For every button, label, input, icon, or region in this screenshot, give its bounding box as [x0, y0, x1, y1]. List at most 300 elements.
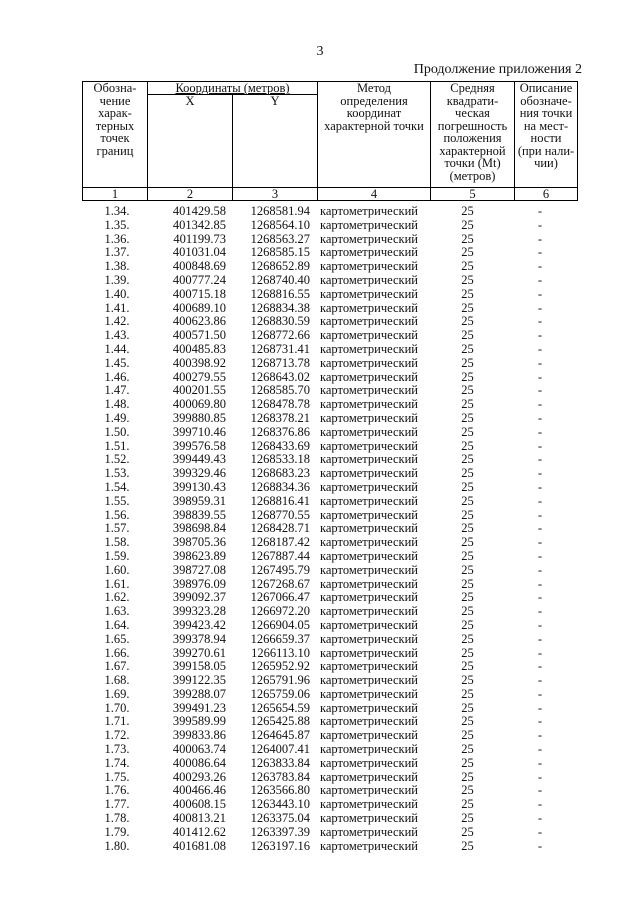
- table-row: [82, 260, 571, 274]
- table-row: [82, 509, 571, 523]
- cell-precision: 25: [461, 700, 474, 715]
- table-row: [82, 660, 571, 674]
- cell-coord-y: 1268376.86: [250, 424, 310, 439]
- cell-precision: 25: [461, 797, 474, 812]
- cell-coord-y: 1268643.02: [250, 369, 310, 384]
- cell-point-id: 1.72.: [104, 728, 130, 743]
- cell-coord-y: 1268830.59: [250, 314, 310, 329]
- cell-precision: 25: [461, 783, 474, 798]
- cell-coord-x: 400063.74: [172, 742, 226, 757]
- cell-method: картометрический: [320, 259, 418, 274]
- cell-method: картометрический: [320, 383, 418, 398]
- table-row: [82, 274, 571, 288]
- cell-coord-x: 401681.08: [172, 838, 226, 853]
- cell-coord-x: 399270.61: [172, 645, 226, 660]
- table-row: [82, 564, 571, 578]
- cell-method: картометрический: [320, 507, 418, 522]
- cell-precision: 25: [461, 328, 474, 343]
- cell-point-id: 1.60.: [104, 562, 130, 577]
- cell-point-id: 1.73.: [104, 742, 130, 757]
- cell-coord-y: 1268378.21: [250, 410, 310, 425]
- cell-point-id: 1.78.: [104, 811, 130, 826]
- cell-coord-x: 400398.92: [172, 355, 226, 370]
- cell-method: картометрический: [320, 300, 418, 315]
- cell-point-id: 1.40.: [104, 286, 130, 301]
- table-row: [82, 398, 571, 412]
- cell-coord-y: 1267495.79: [250, 562, 310, 577]
- table-row: [82, 674, 571, 688]
- cell-coord-y: 1263783.84: [250, 769, 310, 784]
- cell-point-id: 1.59.: [104, 548, 130, 563]
- table-row: [82, 743, 571, 757]
- cell-description: -: [537, 673, 543, 688]
- cell-precision: 25: [461, 714, 474, 729]
- table-row: [82, 343, 571, 357]
- cell-coord-y: 1268731.41: [250, 341, 310, 356]
- cell-point-id: 1.65.: [104, 631, 130, 646]
- cell-coord-x: 399092.37: [172, 590, 226, 605]
- cell-precision: 25: [461, 424, 474, 439]
- table-body: [82, 205, 571, 853]
- cell-precision: 25: [461, 769, 474, 784]
- cell-method: картометрический: [320, 521, 418, 536]
- table-row: [82, 647, 571, 661]
- cell-coord-y: 1263397.39: [250, 824, 310, 839]
- cell-coord-x: 401412.62: [172, 824, 226, 839]
- cell-method: картометрический: [320, 314, 418, 329]
- cell-method: картометрический: [320, 604, 418, 619]
- cell-description: -: [537, 604, 543, 619]
- cell-coord-y: 1263833.84: [250, 755, 310, 770]
- cell-coord-x: 401031.04: [172, 245, 226, 260]
- cell-description: -: [537, 797, 543, 812]
- cell-coord-x: 400689.10: [172, 300, 226, 315]
- cell-point-id: 1.34.: [104, 204, 130, 218]
- cell-description: -: [537, 686, 543, 701]
- cell-coord-y: 1268478.78: [250, 397, 310, 412]
- table-row: [82, 605, 571, 619]
- cell-coord-x: 400848.69: [172, 259, 226, 274]
- cell-point-id: 1.38.: [104, 259, 130, 274]
- cell-coord-y: 1268187.42: [250, 535, 310, 550]
- cell-coord-y: 1263443.10: [250, 797, 310, 812]
- cell-description: -: [537, 811, 543, 826]
- column-number-2: 2: [148, 188, 233, 201]
- cell-precision: 25: [461, 659, 474, 674]
- cell-point-id: 1.71.: [104, 714, 130, 729]
- cell-method: картометрический: [320, 548, 418, 563]
- table-row: [82, 481, 571, 495]
- cell-point-id: 1.68.: [104, 673, 130, 688]
- cell-point-id: 1.67.: [104, 659, 130, 674]
- cell-description: -: [537, 783, 543, 798]
- cell-description: -: [537, 452, 543, 467]
- cell-coord-x: 400608.15: [172, 797, 226, 812]
- cell-coord-x: 400201.55: [172, 383, 226, 398]
- cell-description: -: [537, 217, 543, 232]
- table-row: [82, 495, 571, 509]
- cell-method: картометрический: [320, 728, 418, 743]
- cell-method: картометрический: [320, 714, 418, 729]
- cell-method: картометрический: [320, 645, 418, 660]
- cell-precision: 25: [461, 217, 474, 232]
- cell-coord-y: 1268563.27: [250, 231, 310, 246]
- cell-coord-x: 400813.21: [172, 811, 226, 826]
- cell-coord-y: 1263197.16: [250, 838, 310, 853]
- cell-description: -: [537, 548, 543, 563]
- cell-coord-x: 400086.64: [172, 755, 226, 770]
- table-row: [82, 302, 571, 316]
- cell-coord-x: 399288.07: [172, 686, 226, 701]
- cell-point-id: 1.35.: [104, 217, 130, 232]
- cell-point-id: 1.50.: [104, 424, 130, 439]
- table-row: [82, 784, 571, 798]
- cell-method: картометрический: [320, 452, 418, 467]
- table-row: [82, 702, 571, 716]
- cell-precision: 25: [461, 410, 474, 425]
- cell-coord-y: 1263375.04: [250, 811, 310, 826]
- table-row: [82, 550, 571, 564]
- cell-description: -: [537, 590, 543, 605]
- cell-point-id: 1.52.: [104, 452, 130, 467]
- cell-description: -: [537, 645, 543, 660]
- cell-precision: 25: [461, 397, 474, 412]
- cell-coord-x: 399329.46: [172, 466, 226, 481]
- cell-description: -: [537, 245, 543, 260]
- cell-point-id: 1.76.: [104, 783, 130, 798]
- table-row: [82, 578, 571, 592]
- cell-description: -: [537, 576, 543, 591]
- table-row: [82, 591, 571, 605]
- cell-coord-x: 399833.86: [172, 728, 226, 743]
- table-row: [82, 826, 571, 840]
- cell-coord-y: 1268816.55: [250, 286, 310, 301]
- cell-method: картометрический: [320, 438, 418, 453]
- cell-coord-x: 398698.84: [172, 521, 226, 536]
- cell-method: картометрический: [320, 231, 418, 246]
- table-row: [82, 357, 571, 371]
- table-row: [82, 205, 571, 219]
- cell-description: -: [537, 410, 543, 425]
- cell-method: картометрический: [320, 479, 418, 494]
- table-row: [82, 619, 571, 633]
- table-row: [82, 522, 571, 536]
- table-row: [82, 757, 571, 771]
- table-row: [82, 798, 571, 812]
- cell-point-id: 1.41.: [104, 300, 130, 315]
- cell-coord-y: 1265654.59: [250, 700, 310, 715]
- cell-method: картометрический: [320, 328, 418, 343]
- table-row: [82, 771, 571, 785]
- cell-description: -: [537, 314, 543, 329]
- cell-coord-x: 401429.58: [172, 204, 226, 218]
- cell-coord-y: 1268533.18: [250, 452, 310, 467]
- cell-precision: 25: [461, 383, 474, 398]
- cell-precision: 25: [461, 369, 474, 384]
- table-row: [82, 467, 571, 481]
- cell-coord-y: 1266113.10: [251, 645, 310, 660]
- cell-precision: 25: [461, 341, 474, 356]
- cell-description: -: [537, 755, 543, 770]
- cell-precision: 25: [461, 617, 474, 632]
- header-x: X: [148, 95, 233, 188]
- cell-precision: 25: [461, 728, 474, 743]
- table-row: [82, 440, 571, 454]
- cell-coord-x: 400293.26: [172, 769, 226, 784]
- cell-point-id: 1.36.: [104, 231, 130, 246]
- cell-coord-x: 399122.35: [172, 673, 226, 688]
- cell-coord-x: 399576.58: [172, 438, 226, 453]
- cell-precision: 25: [461, 259, 474, 274]
- table-row: [82, 715, 571, 729]
- cell-method: картометрический: [320, 424, 418, 439]
- cell-point-id: 1.74.: [104, 755, 130, 770]
- cell-method: картометрический: [320, 576, 418, 591]
- cell-coord-x: 398623.89: [172, 548, 226, 563]
- cell-point-id: 1.46.: [104, 369, 130, 384]
- cell-method: картометрический: [320, 466, 418, 481]
- cell-coord-x: 398959.31: [172, 493, 226, 508]
- cell-coord-y: 1268683.23: [250, 466, 310, 481]
- cell-method: картометрический: [320, 824, 418, 839]
- cell-coord-y: 1268740.40: [250, 272, 310, 287]
- cell-precision: 25: [461, 245, 474, 260]
- cell-point-id: 1.47.: [104, 383, 130, 398]
- table-row: [82, 233, 571, 247]
- cell-precision: 25: [461, 686, 474, 701]
- cell-coord-y: 1268816.41: [250, 493, 310, 508]
- header-description: Описание обозначе- ния точки на мест- ности (при нали- чии): [515, 82, 578, 188]
- cell-coord-y: 1265759.06: [250, 686, 310, 701]
- cell-description: -: [537, 521, 543, 536]
- cell-coord-x: 400069.80: [172, 397, 226, 412]
- table-row: [82, 453, 571, 467]
- cell-description: -: [537, 824, 543, 839]
- cell-coord-y: 1266659.37: [250, 631, 310, 646]
- cell-method: картометрический: [320, 590, 418, 605]
- header-y: Y: [233, 95, 318, 188]
- header-method: Метод определения координат характерной точки: [318, 82, 431, 188]
- cell-method: картометрический: [320, 217, 418, 232]
- table-row: [82, 840, 571, 854]
- column-number-5: 5: [431, 188, 515, 201]
- cell-description: -: [537, 231, 543, 246]
- cell-method: картометрический: [320, 811, 418, 826]
- cell-coord-y: 1265952.92: [250, 659, 310, 674]
- cell-precision: 25: [461, 576, 474, 591]
- cell-description: -: [537, 397, 543, 412]
- cell-point-id: 1.37.: [104, 245, 130, 260]
- cell-coord-y: 1266972.20: [250, 604, 310, 619]
- cell-coord-y: 1264645.87: [250, 728, 310, 743]
- cell-coord-x: 400623.86: [172, 314, 226, 329]
- cell-precision: 25: [461, 548, 474, 563]
- cell-coord-y: 1267066.47: [250, 590, 310, 605]
- header-precision: Средняя квадрати- ческая погрешность положения характерной точки (Mt) (метров): [431, 82, 515, 188]
- cell-coord-x: 399880.85: [172, 410, 226, 425]
- cell-description: -: [537, 493, 543, 508]
- cell-precision: 25: [461, 562, 474, 577]
- cell-coord-y: 1268585.70: [250, 383, 310, 398]
- cell-coord-x: 400777.24: [172, 272, 226, 287]
- cell-method: картометрический: [320, 204, 418, 218]
- cell-method: картометрический: [320, 245, 418, 260]
- cell-point-id: 1.80.: [104, 838, 130, 853]
- cell-point-id: 1.49.: [104, 410, 130, 425]
- cell-point-id: 1.69.: [104, 686, 130, 701]
- cell-coord-x: 398705.36: [172, 535, 226, 550]
- cell-precision: 25: [461, 645, 474, 660]
- cell-coord-x: 399378.94: [172, 631, 226, 646]
- cell-precision: 25: [461, 535, 474, 550]
- cell-method: картометрический: [320, 617, 418, 632]
- cell-coord-y: 1268581.94: [250, 204, 310, 218]
- cell-method: картометрический: [320, 700, 418, 715]
- table-row: [82, 812, 571, 826]
- cell-description: -: [537, 631, 543, 646]
- cell-description: -: [537, 272, 543, 287]
- cell-point-id: 1.42.: [104, 314, 130, 329]
- cell-point-id: 1.66.: [104, 645, 130, 660]
- table-row: [82, 688, 571, 702]
- cell-description: -: [537, 728, 543, 743]
- cell-precision: 25: [461, 755, 474, 770]
- cell-coord-x: 400715.18: [172, 286, 226, 301]
- cell-precision: 25: [461, 493, 474, 508]
- table-row: [82, 412, 571, 426]
- cell-method: картометрический: [320, 410, 418, 425]
- cell-precision: 25: [461, 438, 474, 453]
- column-number-4: 4: [318, 188, 431, 201]
- cell-coord-y: 1267268.67: [250, 576, 310, 591]
- cell-precision: 25: [461, 838, 474, 853]
- cell-method: картометрический: [320, 686, 418, 701]
- cell-point-id: 1.70.: [104, 700, 130, 715]
- cell-precision: 25: [461, 272, 474, 287]
- cell-coord-y: 1268652.89: [250, 259, 310, 274]
- cell-method: картометрический: [320, 369, 418, 384]
- table-row: [82, 426, 571, 440]
- cell-method: картометрический: [320, 742, 418, 757]
- cell-precision: 25: [461, 811, 474, 826]
- cell-point-id: 1.75.: [104, 769, 130, 784]
- cell-point-id: 1.58.: [104, 535, 130, 550]
- cell-coord-x: 401199.73: [173, 231, 226, 246]
- cell-method: картометрический: [320, 286, 418, 301]
- page-number: 3: [316, 44, 324, 59]
- cell-method: картометрический: [320, 755, 418, 770]
- cell-coord-x: 400485.83: [172, 341, 226, 356]
- cell-coord-x: 400571.50: [172, 328, 226, 343]
- table-row: [82, 536, 571, 550]
- cell-precision: 25: [461, 742, 474, 757]
- cell-coord-y: 1268564.10: [250, 217, 310, 232]
- cell-coord-y: 1268772.66: [250, 328, 310, 343]
- cell-point-id: 1.57.: [104, 521, 130, 536]
- cell-coord-x: 399589.99: [172, 714, 226, 729]
- table-header: [82, 81, 578, 201]
- cell-description: -: [537, 714, 543, 729]
- cell-coord-y: 1268585.15: [250, 245, 310, 260]
- cell-method: картометрический: [320, 355, 418, 370]
- cell-method: картометрический: [320, 783, 418, 798]
- cell-precision: 25: [461, 824, 474, 839]
- cell-precision: 25: [461, 479, 474, 494]
- cell-point-id: 1.44.: [104, 341, 130, 356]
- cell-coord-x: 399323.28: [172, 604, 226, 619]
- cell-precision: 25: [461, 204, 474, 218]
- cell-description: -: [537, 659, 543, 674]
- cell-description: -: [537, 328, 543, 343]
- cell-method: картометрический: [320, 673, 418, 688]
- cell-description: -: [537, 479, 543, 494]
- cell-precision: 25: [461, 521, 474, 536]
- header-point-designation: Обозна- чение харак- терных точек границ: [83, 82, 148, 188]
- cell-point-id: 1.45.: [104, 355, 130, 370]
- cell-description: -: [537, 507, 543, 522]
- cell-coord-x: 399130.43: [172, 479, 226, 494]
- cell-point-id: 1.56.: [104, 507, 130, 522]
- cell-coord-y: 1263566.80: [250, 783, 310, 798]
- column-number-3: 3: [233, 188, 318, 201]
- cell-point-id: 1.62.: [104, 590, 130, 605]
- cell-precision: 25: [461, 231, 474, 246]
- cell-coord-x: 398727.08: [172, 562, 226, 577]
- cell-coord-y: 1266904.05: [250, 617, 310, 632]
- cell-precision: 25: [461, 355, 474, 370]
- cell-point-id: 1.77.: [104, 797, 130, 812]
- cell-description: -: [537, 742, 543, 757]
- cell-precision: 25: [461, 466, 474, 481]
- cell-precision: 25: [461, 604, 474, 619]
- cell-coord-y: 1264007.41: [250, 742, 310, 757]
- cell-precision: 25: [461, 286, 474, 301]
- cell-method: картометрический: [320, 562, 418, 577]
- cell-coord-x: 399423.42: [172, 617, 226, 632]
- cell-coord-x: 399449.43: [172, 452, 226, 467]
- cell-precision: 25: [461, 300, 474, 315]
- cell-coord-x: 398976.09: [172, 576, 226, 591]
- cell-point-id: 1.64.: [104, 617, 130, 632]
- cell-precision: 25: [461, 452, 474, 467]
- table-row: [82, 384, 571, 398]
- cell-coord-y: 1268834.36: [250, 479, 310, 494]
- cell-point-id: 1.63.: [104, 604, 130, 619]
- cell-method: картометрический: [320, 341, 418, 356]
- cell-description: -: [537, 286, 543, 301]
- cell-point-id: 1.43.: [104, 328, 130, 343]
- column-number-1: 1: [83, 188, 148, 201]
- cell-coord-y: 1265425.88: [250, 714, 310, 729]
- cell-precision: 25: [461, 507, 474, 522]
- cell-method: картометрический: [320, 535, 418, 550]
- table-row: [82, 246, 571, 260]
- cell-point-id: 1.39.: [104, 272, 130, 287]
- cell-description: -: [537, 617, 543, 632]
- cell-description: -: [537, 259, 543, 274]
- cell-precision: 25: [461, 673, 474, 688]
- table-row: [82, 288, 571, 302]
- header-coordinates: Координаты (метров): [148, 82, 318, 95]
- cell-point-id: 1.61.: [104, 576, 130, 591]
- cell-point-id: 1.48.: [104, 397, 130, 412]
- table-row: [82, 729, 571, 743]
- cell-method: картометрический: [320, 493, 418, 508]
- table-row: [82, 329, 571, 343]
- cell-point-id: 1.55.: [104, 493, 130, 508]
- cell-method: картометрический: [320, 397, 418, 412]
- cell-description: -: [537, 535, 543, 550]
